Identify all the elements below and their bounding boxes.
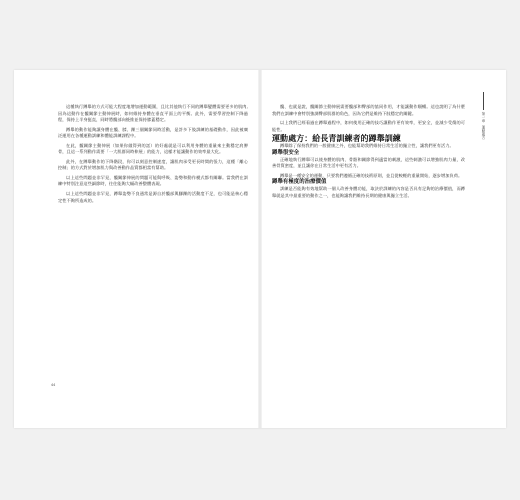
left-text-column — [58, 104, 248, 204]
paragraph: 以上這些問題並非罕見，髖關節伸展的問題可能與呼吸、姿勢和動作模式都有關聯。當我們在訓練中特別注意這些細節時，往往能夠大幅改善整體表現。 — [58, 174, 248, 187]
side-tab-rule — [483, 92, 484, 110]
paragraph: 以上這些問題並非罕見，蹲舉姿勢不良通常是源自於髖部與腳踝的活動度不足，也可能是核心穩定性不夠所造成的。 — [58, 191, 248, 203]
subheading-therapy: 蹲舉有極度的治療價值 — [272, 179, 327, 186]
page-number: 44 — [51, 383, 56, 387]
intro-paragraph: 蹲舉除了保持我們的一般健康之外，也能幫助我們維持日常生活的獨立性，讓我們更有活力。 — [280, 143, 454, 149]
paragraph: 髖、也就是說，髖關節主動伸展需要髖部和臀部的協同作用，才能讓動作順暢。這也說明了為什麼我們在訓練中會特別強調臀部肌群的角色，因為它們是維持下肢穩定的關鍵。 — [272, 104, 465, 116]
book-spread — [14, 70, 506, 428]
paragraph: 蹲舉是一種安全的運動，只要我們遵循正確的技術原則，並且從較輕的重量開始，逐步增加負荷。 — [280, 172, 463, 178]
paragraph: 正確地執行蹲舉可以使身體的肌肉、骨骼和關節得到適當的刺激，這些刺激可以增強肌肉力量，改善骨質密度，並且讓你在日常生活中更有活力。 — [272, 156, 465, 169]
left-page — [14, 70, 258, 428]
subheading-safety: 蹲舉很安全 — [272, 149, 300, 156]
paragraph: 此外，在蹲舉動作的下降階段，你可以刻意控制速度，讓肌肉承受更長時間的張力，這種「離心控制」的方式對於增加肌力與改善動作品質都相當有幫助。 — [58, 158, 248, 171]
right-text-column — [272, 104, 465, 199]
right-page — [262, 70, 506, 428]
chapter-label: 第一章 運動處方 — [481, 112, 485, 140]
paragraph: 在此，髖關節主動伸展（如果你做得到的話）的好處就是可以利用身體的重量來主動穩定肩胛骨，且這一系列動作需要「一大肌群同時伸展」的能力，這樣才能讓動作的效率最大化。 — [58, 142, 248, 155]
paragraph: 這種執行蹲舉的方式可能大程度地增加運動範圍，且比其他執行不同的蹲舉變體需要更多的肌肉,因為這動作在髖關節主動伸展時，如何維持身體在垂直平面上的平衡。此外，需要學習控制下降過程，保持上半身挺直，同時將髖部向後推並保持膝蓋穩定。 — [58, 104, 248, 123]
section-heading: 運動處方：給長青訓練者的蹲舉訓練 — [272, 133, 401, 144]
paragraph: 訓練是否能夠有效地幫助一個人改善身體功能，取決於訓練的內容是否具有足夠的治療價值，而蹲舉就是其中最重要的動作之一，也能夠讓我們維持長期的健康與獨立生活。 — [272, 186, 465, 198]
chapter-side-tab — [478, 92, 488, 139]
paragraph: 以上我們已經看過在蹲舉過程中，如何使用正確的技巧讓動作更有效率，更安全，並減少受傷的可能性。 — [272, 120, 465, 132]
paragraph: 蹲舉的動作能夠讓身體在髖、膝、踝三個關節同時活動，是許多下肢訓練的基礎動作，因此被廣泛運用在各種運動訓練和體能訓練課程中。 — [58, 126, 248, 139]
